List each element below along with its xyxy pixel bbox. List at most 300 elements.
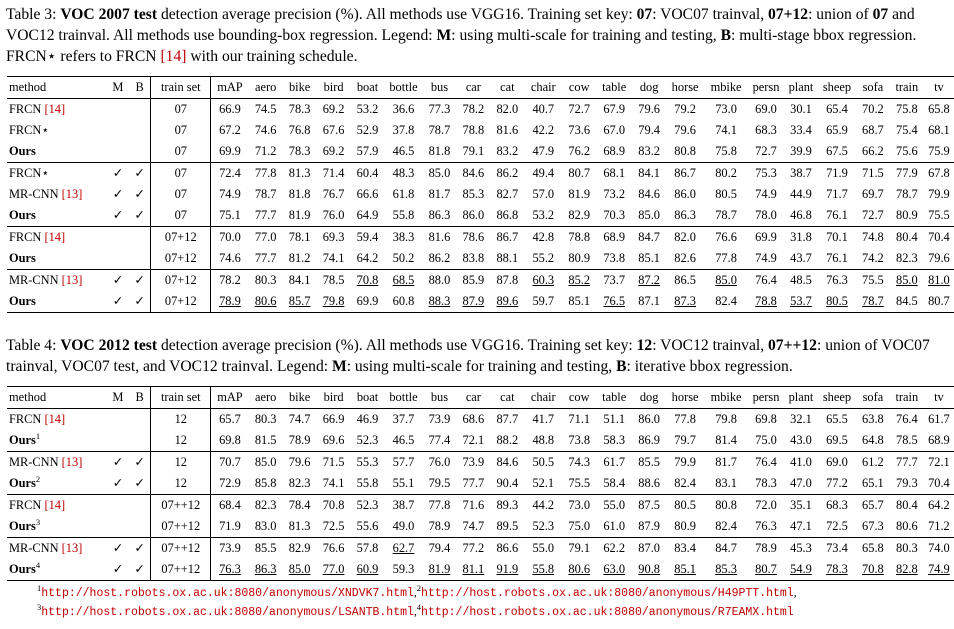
- footnote-url-link[interactable]: http://host.robots.ox.ac.uk:8080/anonymous/H49PTT.html: [421, 587, 794, 600]
- check-m: [107, 120, 129, 141]
- ap-cell: 74.5: [254, 102, 277, 116]
- citation-link[interactable]: [13]: [58, 541, 83, 555]
- table-row: [7, 430, 954, 452]
- ap-cell: 78.7: [862, 294, 884, 308]
- ap-cell: 82.8: [896, 562, 918, 576]
- method-name: Ours: [9, 476, 36, 490]
- map-cell: 69.9: [219, 144, 241, 158]
- check-m: ✓: [112, 562, 124, 576]
- column-header: persn: [752, 390, 780, 404]
- ap-cell: 47.9: [532, 144, 555, 158]
- ap-cell: 67.9: [603, 102, 626, 116]
- ap-cell: 47.0: [790, 476, 812, 490]
- ap-cell: 44.9: [790, 187, 812, 201]
- ap-cell: 89.5: [496, 519, 519, 533]
- ap-cell: 84.6: [638, 187, 660, 201]
- ap-cell: 44.2: [532, 498, 555, 512]
- ap-cell: 74.0: [928, 541, 950, 555]
- check-b: [129, 495, 151, 517]
- ap-cell: 60.9: [356, 562, 379, 576]
- ap-cell: 68.9: [603, 144, 626, 158]
- method-cell: [7, 430, 107, 452]
- ap-cell: 80.3: [254, 412, 277, 426]
- train-set-cell: 07+12: [151, 248, 211, 270]
- column-header: aero: [255, 80, 277, 94]
- footnote-marker: 4: [35, 559, 41, 570]
- ap-cell: 80.7: [755, 562, 777, 576]
- ap-cell: 65.8: [928, 102, 950, 116]
- caption-label: Table 3:: [6, 6, 57, 23]
- ap-cell: 87.1: [638, 294, 660, 308]
- ap-cell: 79.2: [674, 102, 696, 116]
- table-row: [7, 495, 954, 517]
- column-header: sheep: [822, 390, 852, 404]
- ap-cell: 84.7: [715, 541, 737, 555]
- ap-cell: 75.0: [568, 519, 591, 533]
- ap-cell: 77.8: [428, 498, 451, 512]
- column-header: bottle: [389, 80, 418, 94]
- ap-cell: 86.3: [428, 208, 451, 222]
- column-header: cat: [500, 80, 515, 94]
- check-m: [107, 409, 129, 431]
- ap-cell: 85.5: [638, 455, 660, 469]
- ap-cell: 67.3: [862, 519, 884, 533]
- ap-cell: 31.8: [790, 230, 812, 244]
- method-cell: [7, 270, 107, 292]
- ap-cell: 74.8: [862, 230, 884, 244]
- check-m: [107, 495, 129, 517]
- ap-cell: 68.1: [928, 123, 950, 137]
- ap-cell: 85.3: [462, 187, 485, 201]
- ap-cell: 76.7: [322, 187, 345, 201]
- table-row: [7, 516, 954, 538]
- ap-cell: 78.3: [288, 102, 311, 116]
- ap-cell: 73.9: [462, 455, 485, 469]
- ap-cell: 61.8: [392, 187, 415, 201]
- ap-cell: 79.1: [462, 144, 485, 158]
- ap-cell: 62.7: [392, 541, 415, 555]
- ap-cell: 77.4: [428, 433, 451, 447]
- ap-cell: 42.8: [532, 230, 555, 244]
- ap-cell: 63.0: [603, 562, 626, 576]
- ap-cell: 59.3: [392, 562, 415, 576]
- ap-cell: 73.8: [603, 251, 626, 265]
- ap-cell: 76.4: [755, 273, 777, 287]
- ap-cell: 80.6: [568, 562, 591, 576]
- ap-cell: 80.7: [928, 294, 950, 308]
- ap-cell: 53.2: [356, 102, 379, 116]
- ap-cell: 83.2: [638, 144, 660, 158]
- ap-cell: 80.4: [896, 230, 918, 244]
- ap-cell: 70.4: [928, 476, 950, 490]
- footnote-separator: ,: [793, 587, 797, 599]
- map-cell: 76.3: [219, 562, 241, 576]
- ap-cell: 47.1: [790, 519, 812, 533]
- ap-cell: 87.3: [674, 294, 696, 308]
- ap-cell: 74.9: [755, 187, 777, 201]
- ap-cell: 87.9: [462, 294, 485, 308]
- column-header: bird: [323, 390, 344, 404]
- check-b: [129, 516, 151, 538]
- column-header: bottle: [389, 390, 418, 404]
- ap-cell: 43.0: [790, 433, 812, 447]
- column-header: aero: [255, 390, 277, 404]
- ap-cell: 69.7: [862, 187, 884, 201]
- ap-cell: 86.0: [674, 187, 696, 201]
- column-header: train: [895, 80, 919, 94]
- ap-cell: 89.6: [496, 294, 519, 308]
- footnote-marker: 3: [35, 516, 41, 527]
- ap-cell: 71.5: [862, 166, 884, 180]
- ap-cell: 55.3: [356, 455, 379, 469]
- column-header: table: [602, 80, 627, 94]
- check-m: ✓: [112, 476, 124, 490]
- train-set-cell: 07++12: [151, 495, 211, 517]
- ap-cell: 90.8: [638, 562, 660, 576]
- ap-cell: 74.3: [568, 455, 591, 469]
- ap-cell: 76.4: [755, 455, 777, 469]
- ap-cell: 85.2: [568, 273, 591, 287]
- method-name: FRCN: [9, 498, 42, 512]
- ap-cell: 85.0: [428, 166, 451, 180]
- ap-cell: 84.6: [462, 166, 485, 180]
- row-group: [7, 99, 954, 163]
- ap-cell: 78.6: [462, 230, 485, 244]
- ap-cell: 81.9: [288, 208, 311, 222]
- ap-cell: 41.0: [790, 455, 812, 469]
- map-cell: 75.1: [219, 208, 241, 222]
- ap-cell: 70.8: [862, 562, 884, 576]
- ap-cell: 72.1: [462, 433, 485, 447]
- ap-cell: 38.7: [392, 498, 415, 512]
- table-row: [7, 559, 954, 581]
- ap-cell: 38.3: [392, 230, 415, 244]
- check-m: [107, 248, 129, 270]
- ap-cell: 72.7: [568, 102, 591, 116]
- ap-cell: 85.1: [638, 251, 660, 265]
- column-header: M: [112, 80, 124, 94]
- citation-link[interactable]: [14]: [160, 48, 187, 65]
- ap-cell: 69.5: [826, 433, 848, 447]
- column-header: dog: [639, 390, 659, 404]
- column-header: cow: [568, 80, 590, 94]
- ap-cell: 79.8: [322, 294, 345, 308]
- check-m: [107, 227, 129, 249]
- ap-cell: 58.4: [603, 476, 626, 490]
- ap-cell: 85.3: [715, 562, 737, 576]
- ap-cell: 55.8: [356, 476, 379, 490]
- ap-cell: 81.8: [288, 187, 311, 201]
- ap-cell: 59.7: [532, 294, 555, 308]
- ap-cell: 70.2: [862, 102, 884, 116]
- ap-cell: 76.4: [896, 412, 918, 426]
- ap-cell: 75.9: [928, 144, 950, 158]
- row-group: [7, 270, 954, 313]
- ap-cell: 35.1: [790, 498, 812, 512]
- footnote-url-link[interactable]: http://host.robots.ox.ac.uk:8080/anonymous/LSANTB.html: [41, 606, 414, 619]
- footnote-url-link[interactable]: http://host.robots.ox.ac.uk:8080/anonymous/XNDVK7.html: [41, 587, 414, 600]
- citation-link[interactable]: [13]: [58, 273, 83, 287]
- ap-cell: 65.4: [826, 102, 848, 116]
- ap-cell: 67.0: [603, 123, 626, 137]
- ap-cell: 73.7: [603, 273, 626, 287]
- row-group: [7, 452, 954, 495]
- ap-cell: 70.4: [928, 230, 950, 244]
- column-header: method: [9, 80, 47, 94]
- caption-label: Table 4:: [6, 337, 57, 354]
- ap-cell: 76.2: [568, 144, 591, 158]
- ap-cell: 81.7: [428, 187, 451, 201]
- ap-cell: 57.9: [356, 144, 379, 158]
- check-b: [129, 141, 151, 163]
- ap-cell: 73.0: [715, 102, 737, 116]
- ap-cell: 62.2: [603, 541, 626, 555]
- row-group: [7, 538, 954, 581]
- row-group: [7, 227, 954, 270]
- ap-cell: 77.0: [254, 230, 277, 244]
- ap-cell: 78.5: [896, 433, 918, 447]
- ap-cell: 78.8: [755, 294, 777, 308]
- method-name: MR-CNN: [9, 455, 59, 469]
- column-header: mbike: [710, 80, 742, 94]
- ap-cell: 74.1: [715, 123, 737, 137]
- check-m: ✓: [112, 455, 124, 469]
- ap-cell: 82.0: [496, 102, 519, 116]
- ap-cell: 55.1: [392, 476, 415, 490]
- ap-cell: 80.6: [254, 294, 277, 308]
- ap-cell: 50.5: [532, 455, 555, 469]
- ap-cell: 80.5: [674, 498, 696, 512]
- ap-cell: 30.1: [790, 102, 812, 116]
- map-cell: 74.6: [219, 251, 241, 265]
- column-header: tv: [934, 80, 944, 94]
- ap-cell: 80.2: [715, 166, 737, 180]
- method-name: Ours: [9, 294, 36, 308]
- ap-cell: 87.0: [638, 541, 660, 555]
- ap-cell: 52.3: [356, 498, 379, 512]
- ap-cell: 81.8: [428, 144, 451, 158]
- ap-cell: 80.8: [674, 144, 696, 158]
- ap-cell: 75.5: [862, 273, 884, 287]
- ap-cell: 79.6: [674, 123, 696, 137]
- table-row: [7, 291, 954, 313]
- ap-cell: 79.9: [928, 187, 950, 201]
- ap-cell: 49.0: [392, 519, 415, 533]
- ap-cell: 41.7: [532, 412, 555, 426]
- ap-cell: 76.0: [428, 455, 451, 469]
- column-header: dog: [639, 80, 659, 94]
- caption-title: VOC 2007 test: [60, 6, 158, 23]
- ap-cell: 77.3: [428, 102, 451, 116]
- ap-cell: 42.2: [532, 123, 555, 137]
- ap-cell: 72.5: [322, 519, 345, 533]
- ap-cell: 77.0: [322, 562, 345, 576]
- ap-cell: 81.1: [462, 562, 485, 576]
- ap-cell: 87.7: [496, 412, 519, 426]
- ap-cell: 65.1: [862, 476, 884, 490]
- ap-cell: 51.1: [603, 412, 626, 426]
- ap-cell: 82.9: [568, 208, 591, 222]
- method-name: FRCN⋆: [9, 123, 50, 137]
- ap-cell: 73.2: [603, 187, 626, 201]
- ap-cell: 54.9: [790, 562, 812, 576]
- ap-cell: 65.8: [862, 541, 884, 555]
- ap-cell: 77.2: [826, 476, 848, 490]
- ap-cell: 85.0: [715, 273, 737, 287]
- ap-cell: 80.7: [568, 166, 591, 180]
- ap-cell: 74.9: [928, 562, 950, 576]
- footnote-separator: ,: [413, 587, 417, 599]
- ap-cell: 85.9: [462, 273, 485, 287]
- ap-cell: 82.4: [715, 519, 737, 533]
- ap-cell: 75.4: [896, 123, 918, 137]
- ap-cell: 79.6: [288, 455, 311, 469]
- ap-cell: 74.6: [254, 123, 277, 137]
- column-header: cow: [568, 390, 590, 404]
- ap-cell: 69.0: [755, 102, 777, 116]
- method-cell: [7, 559, 107, 581]
- column-header: method: [9, 390, 47, 404]
- ap-cell: 80.5: [715, 187, 737, 201]
- map-cell: 70.7: [219, 455, 241, 469]
- ap-cell: 84.7: [638, 230, 660, 244]
- ap-cell: 86.6: [496, 541, 519, 555]
- column-header: mAP: [217, 80, 243, 94]
- column-header: bike: [288, 80, 311, 94]
- ap-cell: 53.2: [532, 208, 555, 222]
- table-row: [7, 248, 954, 270]
- ap-cell: 78.5: [322, 273, 345, 287]
- ap-cell: 75.8: [715, 144, 737, 158]
- ap-cell: 82.3: [254, 498, 277, 512]
- citation-link[interactable]: [14]: [41, 412, 66, 426]
- ap-cell: 91.9: [496, 562, 519, 576]
- ap-cell: 64.9: [356, 208, 379, 222]
- check-b: ✓: [129, 538, 151, 560]
- ap-cell: 86.2: [428, 251, 451, 265]
- ap-cell: 72.7: [755, 144, 777, 158]
- ap-cell: 81.2: [288, 251, 311, 265]
- ap-cell: 85.0: [288, 562, 311, 576]
- train-set-cell: 07+12: [151, 291, 211, 313]
- ap-cell: 73.8: [568, 433, 591, 447]
- ap-cell: 74.7: [288, 412, 311, 426]
- ap-cell: 39.9: [790, 144, 812, 158]
- citation-link[interactable]: [14]: [41, 102, 66, 116]
- ap-cell: 68.1: [603, 166, 626, 180]
- ap-cell: 73.6: [568, 123, 591, 137]
- table4-caption: Table 4: VOC 2012 test detection average precision (%). All methods use VGG16. Training set key: 12: VOC12 trainval, 07++12: union of VOC07 trainval, VOC07 test, and VOC12 trainval. Legend: M: using multi-scale for training and testing, B: iterative bbox regression.: [6, 337, 930, 375]
- table3: [7, 76, 954, 313]
- ap-cell: 75.6: [896, 144, 918, 158]
- ap-cell: 72.7: [862, 208, 884, 222]
- ap-cell: 78.0: [755, 208, 777, 222]
- column-header: mbike: [710, 390, 742, 404]
- ap-cell: 80.3: [896, 541, 918, 555]
- citation-link[interactable]: [14]: [41, 498, 66, 512]
- ap-cell: 81.6: [496, 123, 519, 137]
- train-set-cell: 12: [151, 409, 211, 431]
- row-group: [7, 409, 954, 452]
- method-cell: [7, 409, 107, 431]
- method-name: FRCN: [9, 102, 42, 116]
- ap-cell: 52.1: [532, 476, 555, 490]
- ap-cell: 86.8: [496, 208, 519, 222]
- footnote-number: 4: [416, 602, 422, 613]
- check-b: ✓: [129, 184, 151, 205]
- column-header: persn: [752, 80, 780, 94]
- ap-cell: 52.9: [356, 123, 379, 137]
- ap-cell: 53.7: [790, 294, 812, 308]
- ap-cell: 84.1: [288, 273, 311, 287]
- ap-cell: 77.7: [462, 476, 485, 490]
- ap-cell: 74.7: [462, 519, 485, 533]
- map-cell: 78.2: [219, 273, 241, 287]
- method-cell: [7, 205, 107, 227]
- ap-cell: 79.6: [928, 251, 950, 265]
- ap-cell: 46.9: [356, 412, 379, 426]
- column-header: cat: [500, 390, 515, 404]
- ap-cell: 48.3: [392, 166, 415, 180]
- method-name: FRCN: [9, 412, 42, 426]
- method-name: Ours: [9, 251, 36, 265]
- ap-cell: 85.1: [568, 294, 591, 308]
- map-cell: 69.8: [219, 433, 241, 447]
- table-row: [7, 141, 954, 163]
- ap-cell: 71.5: [322, 455, 345, 469]
- map-cell: 74.9: [219, 187, 241, 201]
- ap-cell: 84.5: [896, 294, 918, 308]
- column-header: plant: [788, 390, 814, 404]
- citation-link[interactable]: [14]: [41, 230, 66, 244]
- method-cell: [7, 99, 107, 121]
- ap-cell: 38.7: [790, 166, 812, 180]
- ap-cell: 76.8: [288, 123, 311, 137]
- ap-cell: 74.1: [322, 251, 345, 265]
- ap-cell: 79.7: [674, 433, 696, 447]
- ap-cell: 81.3: [288, 166, 311, 180]
- ap-cell: 76.3: [755, 519, 777, 533]
- ap-cell: 84.6: [496, 455, 519, 469]
- ap-cell: 37.8: [392, 123, 415, 137]
- citation-link[interactable]: [13]: [58, 187, 83, 201]
- ap-cell: 46.8: [790, 208, 812, 222]
- ap-cell: 81.3: [288, 519, 311, 533]
- ap-cell: 82.3: [896, 251, 918, 265]
- ap-cell: 77.7: [254, 208, 277, 222]
- ap-cell: 85.0: [638, 208, 660, 222]
- ap-cell: 71.1: [568, 412, 591, 426]
- column-header: train set: [151, 77, 211, 99]
- check-m: [107, 516, 129, 538]
- map-cell: 66.9: [219, 102, 241, 116]
- ap-cell: 69.9: [356, 294, 379, 308]
- ap-cell: 67.5: [826, 144, 848, 158]
- check-m: [107, 99, 129, 121]
- method-name: Ours: [9, 519, 36, 533]
- ap-cell: 80.9: [674, 519, 696, 533]
- method-name: Ours: [9, 562, 36, 576]
- train-set-cell: 07: [151, 141, 211, 163]
- ap-cell: 81.4: [715, 433, 737, 447]
- check-m: ✓: [112, 166, 124, 180]
- footnote-url-link[interactable]: http://host.robots.ox.ac.uk:8080/anonymous/R7EAMX.html: [421, 606, 794, 619]
- ap-cell: 82.9: [288, 541, 311, 555]
- citation-link[interactable]: [13]: [58, 455, 83, 469]
- ap-cell: 74.1: [322, 476, 345, 490]
- ap-cell: 55.2: [532, 251, 555, 265]
- method-name: Ours: [9, 208, 36, 222]
